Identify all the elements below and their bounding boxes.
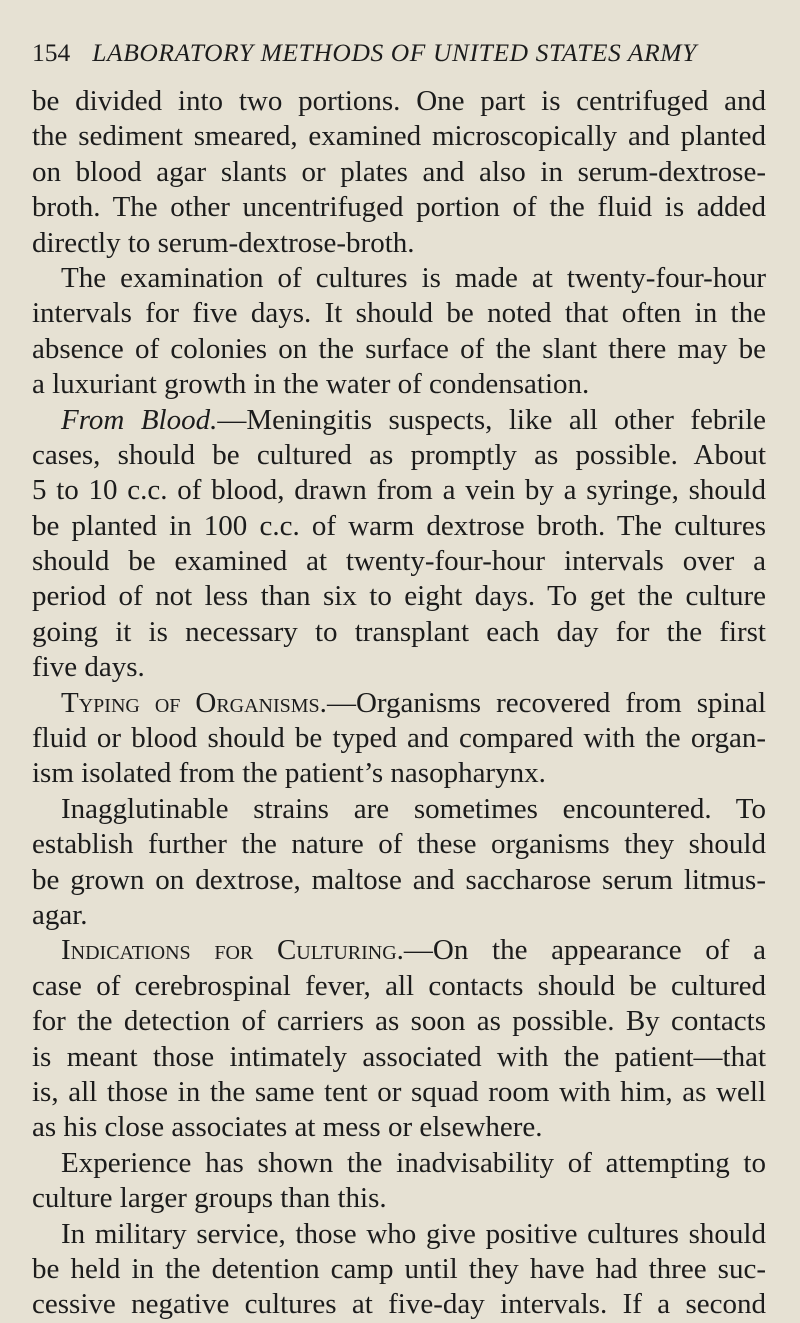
- text-line: directly to serum-dextrose-broth.: [32, 226, 415, 259]
- text-line: period of not less than six to eight days. To get the culture: [32, 580, 766, 613]
- running-head: [32, 38, 766, 68]
- text-line: for the detection of carriers as soon as possible. By contacts: [32, 1005, 766, 1038]
- text-line: as his close associates at mess or elsewhere.: [32, 1111, 543, 1144]
- text-line: ism isolated from the patient’s nasopharynx.: [32, 757, 546, 790]
- text-line: 5 to 10 c.c. of blood, drawn from a vein by a syringe, should: [32, 474, 766, 507]
- running-title: LABORATORY METHODS OF UNITED STATES ARMY: [92, 38, 697, 67]
- text-line: should be examined at twenty-four-hour intervals over a: [32, 545, 766, 578]
- text-line: fluid or blood should be typed and compared with the organ-: [32, 722, 766, 755]
- text-line: going it is necessary to transplant each day for the first: [32, 615, 766, 648]
- text-line: five days.: [32, 651, 145, 684]
- text-line: is, all those in the same tent or squad room with him, as well: [32, 1075, 766, 1108]
- text-line: on blood agar slants or plates and also in serum-dextrose-: [32, 155, 766, 188]
- text-line: The examination of cultures is made at twenty-four-hour: [61, 261, 766, 294]
- text-line: the sediment smeared, examined microscopically and planted: [32, 120, 766, 153]
- text-line: case of cerebrospinal fever, all contacts should be cultured: [32, 969, 766, 1002]
- text-line: be held in the detention camp until they have had three suc-: [32, 1252, 766, 1285]
- text-line: Inagglutinable strains are sometimes encountered. To: [61, 792, 766, 825]
- text-line: broth. The other uncentrifuged portion of the fluid is added: [32, 191, 766, 224]
- text-line: Experience has shown the inadvisability of attempting to: [61, 1146, 766, 1179]
- text-line: intervals for five days. It should be noted that often in the: [32, 297, 766, 330]
- section-heading-indications-for-culturing: Indications for Culturing.: [61, 934, 404, 967]
- text-line: Typing of Organisms.—Organisms recovered from spinal: [61, 686, 766, 719]
- text-line: a luxuriant growth in the water of condensation.: [32, 368, 590, 401]
- text-line: From Blood.—Meningitis suspects, like all other febrile: [61, 403, 766, 436]
- text-line: establish further the nature of these organisms they should: [32, 828, 766, 861]
- section-heading-typing-of-organisms: Typing of Organisms.: [61, 686, 327, 719]
- text-line: In military service, those who give positive cultures should: [61, 1217, 766, 1250]
- text-line: be grown on dextrose, maltose and saccharose serum litmus-: [32, 863, 766, 896]
- text-line: is meant those intimately associated with the patient—that: [32, 1040, 766, 1073]
- section-heading-from-blood: From Blood.: [61, 403, 218, 436]
- text-line: be planted in 100 c.c. of warm dextrose broth. The cultures: [32, 509, 766, 542]
- text-line: absence of colonies on the surface of the slant there may be: [32, 332, 766, 365]
- body-text: [32, 84, 766, 1323]
- text-line: be divided into two portions. One part is centrifuged and: [32, 85, 766, 117]
- text-line: cessive negative cultures at five-day intervals. If a second: [32, 1288, 766, 1321]
- text-line: agar.: [32, 898, 88, 931]
- text-line: Indications for Culturing.—On the appearance of a: [61, 934, 766, 967]
- text-line: culture larger groups than this.: [32, 1182, 387, 1215]
- page-number: 154: [32, 38, 71, 67]
- text-line: cases, should be cultured as promptly as possible. About: [32, 438, 766, 471]
